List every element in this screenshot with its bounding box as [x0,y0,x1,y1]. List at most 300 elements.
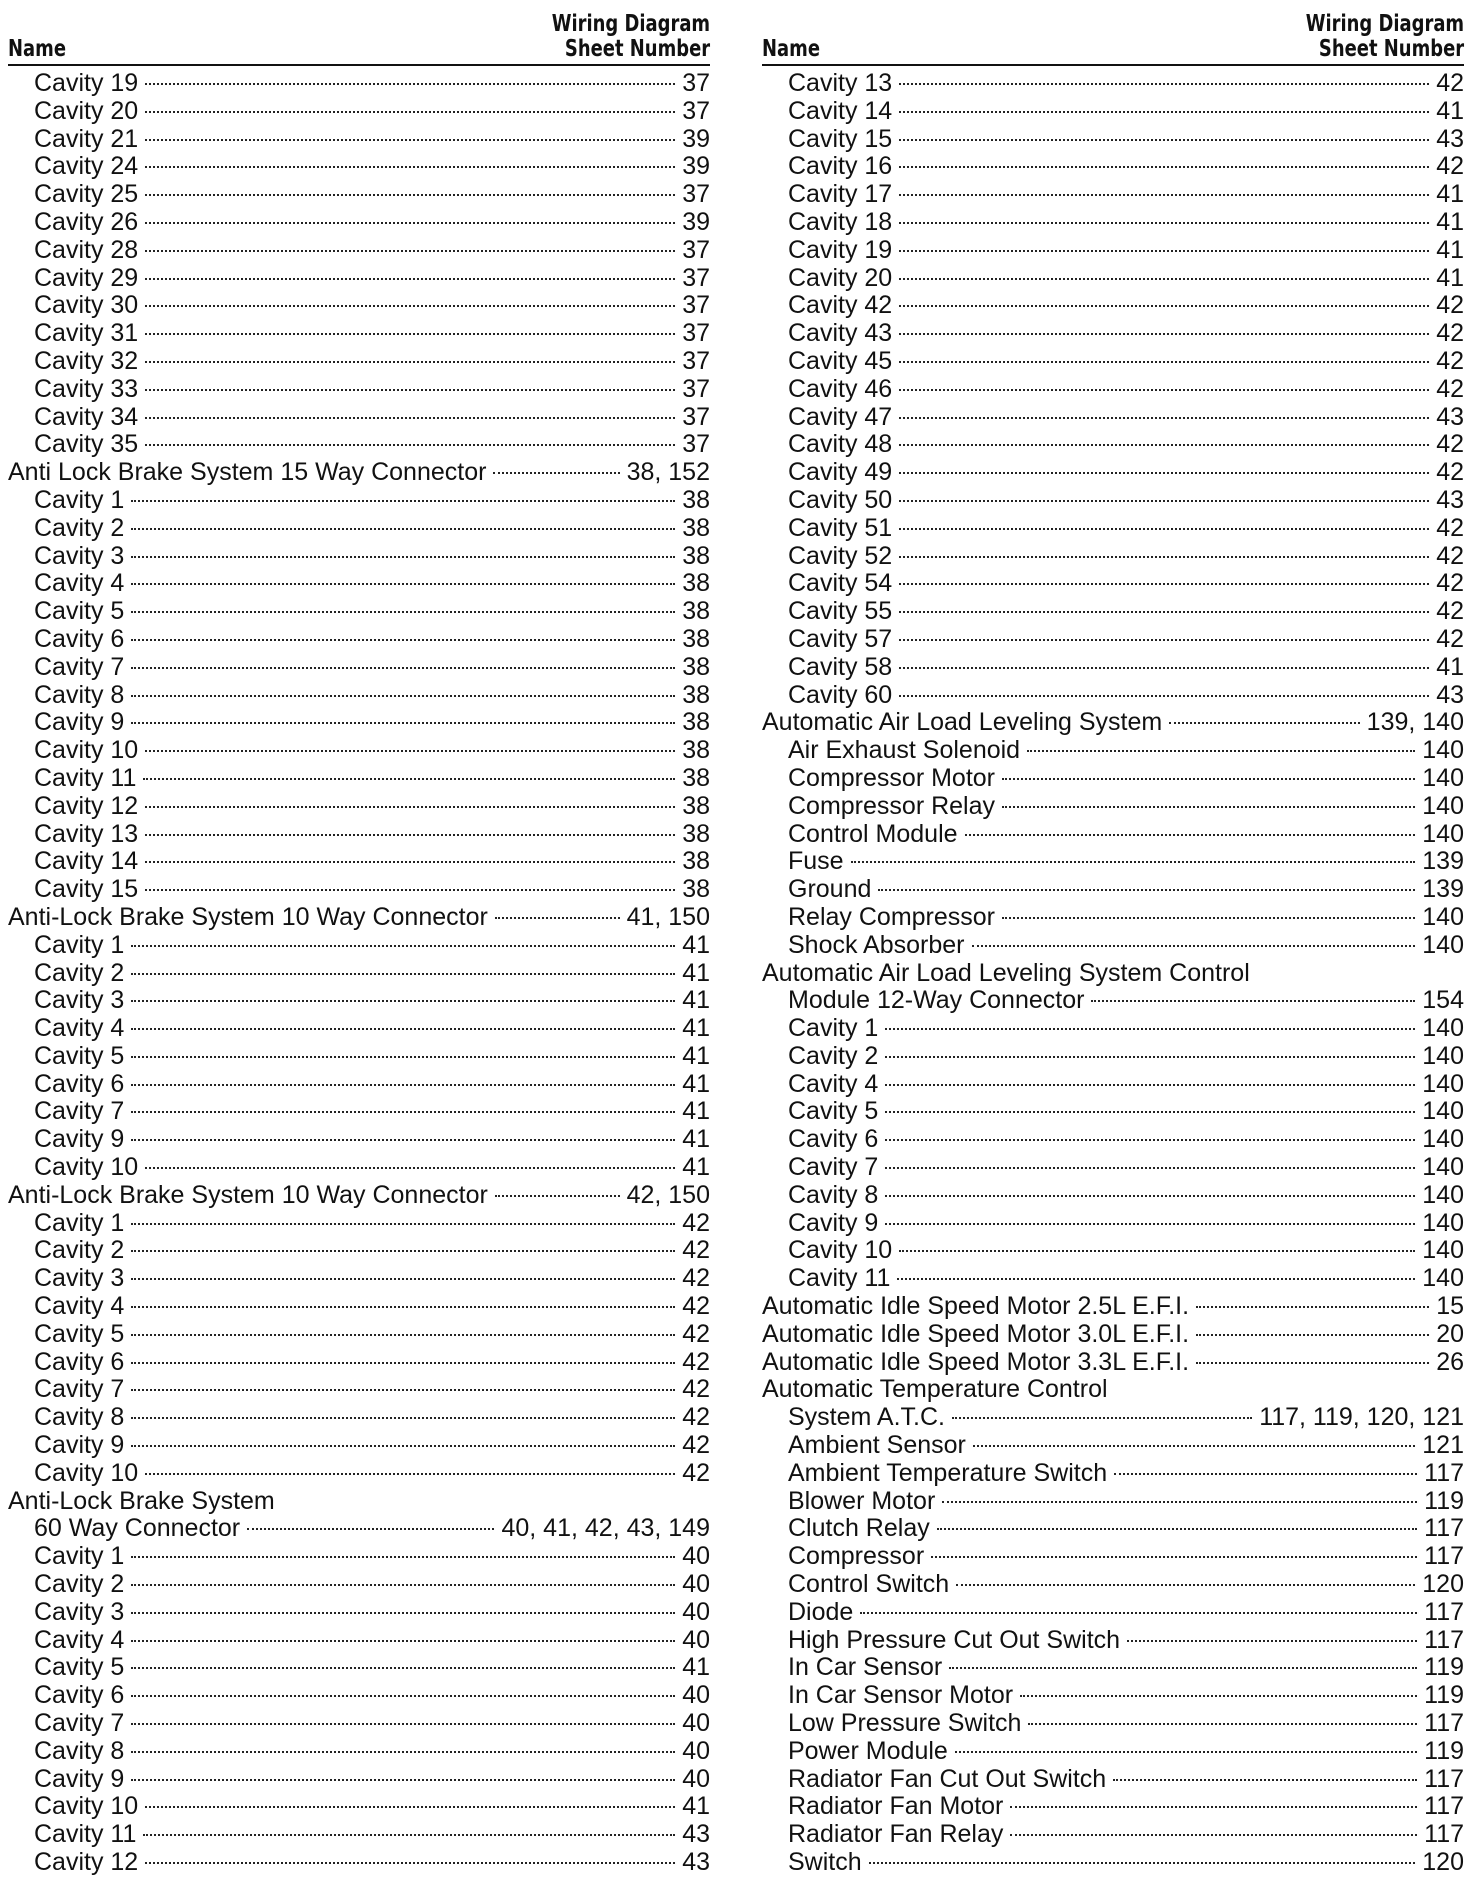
right-column [762,0,1464,1877]
dot-leader [131,1000,675,1002]
entry-name: Cavity 1 [34,485,125,514]
dot-leader [1196,1334,1429,1336]
entry-name: Radiator Fan Relay [788,1820,1004,1849]
index-entry [8,570,710,598]
index-entry [8,543,710,571]
index-entry [8,1821,710,1849]
sheet-number: 117 [1424,1514,1464,1543]
index-entry [762,348,1464,376]
entry-name: Automatic Air Load Leveling System [762,708,1163,737]
dot-leader [899,278,1429,280]
sheet-number: 42 [682,1264,710,1293]
index-entry [762,376,1464,404]
index-entry [8,98,710,126]
right-column-header [762,0,1464,66]
entry-name: Cavity 17 [788,180,893,209]
sheet-number: 117 [1424,1792,1464,1821]
index-entry [762,1821,1464,1849]
index-entry [8,1237,710,1265]
index-entry [762,209,1464,237]
dot-leader [131,1445,675,1447]
sheet-number: 41, 150 [626,902,710,931]
dot-leader [131,1056,675,1058]
index-entry [8,1071,710,1099]
dot-leader [899,417,1429,419]
sheet-number: 40 [682,1625,710,1654]
dot-leader [131,1111,675,1113]
dot-leader [949,1667,1417,1669]
index-entry [762,1793,1464,1821]
sheet-number: 117, 119, 120, 121 [1259,1403,1464,1432]
sheet-number: 41 [682,1069,710,1098]
sheet-number: 39 [682,207,710,236]
index-entry [8,404,710,432]
right-index-list [762,66,1464,1877]
entry-name: Cavity 13 [34,819,139,848]
index-entry [8,459,710,487]
dot-leader [899,139,1429,141]
sheet-heading-line2: Sheet Number [564,36,710,62]
index-entry [8,1515,710,1543]
entry-name: Cavity 25 [34,180,139,209]
dot-leader [899,611,1429,613]
entry-name: Cavity 10 [34,1153,139,1182]
dot-leader [131,500,675,502]
index-entry [762,1237,1464,1265]
index-entry [8,1154,710,1182]
entry-name: Cavity 5 [34,1041,125,1070]
dot-leader [973,1445,1415,1447]
sheet-number: 120 [1422,1848,1464,1876]
index-entry [762,1349,1464,1377]
dot-leader [899,389,1429,391]
entry-name: Cavity 54 [788,569,893,598]
dot-leader [131,1250,675,1252]
sheet-number: 37 [682,96,710,125]
sheet-number: 140 [1422,819,1464,848]
sheet-number: 38 [682,680,710,709]
sheet-number: 42 [682,1319,710,1348]
index-entry [8,209,710,237]
sheet-number: 37 [682,430,710,459]
sheet-number: 140 [1422,736,1464,765]
sheet-number: 42 [682,1458,710,1487]
entry-name: Air Exhaust Solenoid [788,736,1021,765]
dot-leader [885,1056,1415,1058]
entry-name: Low Pressure Switch [788,1709,1022,1738]
dot-leader [131,1695,675,1697]
sheet-number: 41 [682,930,710,959]
dot-leader [145,444,675,446]
entry-name: Cavity 19 [34,69,139,97]
index-entry [8,848,710,876]
entry-name: Clutch Relay [788,1514,930,1543]
dot-leader [145,361,675,363]
index-entry [762,821,1464,849]
entry-name: Cavity 12 [34,1848,139,1876]
entry-name: Radiator Fan Cut Out Switch [788,1764,1107,1793]
dot-leader [899,222,1429,224]
entry-name: Fuse [788,847,844,876]
sheet-number: 40 [682,1709,710,1738]
dot-leader [899,472,1429,474]
entry-name: Cavity 42 [788,291,893,320]
sheet-number: 41 [1436,180,1464,209]
index-entry [762,1182,1464,1210]
dot-leader [1196,1362,1429,1364]
sheet-number: 117 [1424,1764,1464,1793]
dot-leader [942,1501,1417,1503]
sheet-number: 140 [1422,1153,1464,1182]
sheet-number: 38 [682,708,710,737]
index-entry [762,570,1464,598]
index-entry [762,1460,1464,1488]
entry-name: Cavity 7 [34,1709,125,1738]
entry-name: Cavity 5 [34,597,125,626]
index-entry [8,682,710,710]
entry-name: High Pressure Cut Out Switch [788,1625,1121,1654]
index-entry [762,98,1464,126]
entry-name: Cavity 47 [788,402,893,431]
dot-leader [131,611,675,613]
entry-name: Cavity 29 [34,263,139,292]
dot-leader [897,1278,1415,1280]
entry-name: Cavity 7 [34,652,125,681]
sheet-number: 117 [1424,1625,1464,1654]
dot-leader [131,1417,675,1419]
dot-leader [145,389,675,391]
index-entry [762,1849,1464,1877]
index-entry [8,431,710,459]
dot-leader [131,1028,675,1030]
dot-leader [145,194,675,196]
dot-leader [1010,1834,1417,1836]
index-entry [762,487,1464,515]
entry-name: Cavity 35 [34,430,139,459]
sheet-number: 42 [682,1236,710,1265]
index-entry [8,1543,710,1571]
sheet-number: 41 [1436,207,1464,236]
sheet-number: 43 [1436,485,1464,514]
index-entry [762,737,1464,765]
dot-leader [145,305,675,307]
entry-name: Compressor Motor [788,763,995,792]
dot-leader [899,166,1429,168]
entry-name: Cavity 20 [788,263,893,292]
dot-leader [885,1139,1415,1141]
entry-name: Cavity 15 [788,124,893,153]
entry-name: Ambient Sensor [788,1431,966,1460]
sheet-number: 42 [1436,458,1464,487]
index-entry [8,181,710,209]
index-entry [8,1488,710,1516]
index-entry [8,1182,710,1210]
index-entry [8,1793,710,1821]
dot-leader [145,278,675,280]
dot-leader [145,222,675,224]
sheet-number: 41 [682,1153,710,1182]
sheet-number: 41 [682,1125,710,1154]
entry-name: Cavity 6 [34,1069,125,1098]
dot-leader [493,472,619,474]
index-entry [762,265,1464,293]
entry-name: Module 12-Way Connector [788,986,1085,1015]
dot-leader [851,861,1416,863]
sheet-number: 140 [1422,1180,1464,1209]
dot-leader [131,1640,675,1642]
sheet-number: 140 [1422,1208,1464,1237]
entry-name: Cavity 7 [34,1097,125,1126]
dot-leader [145,861,675,863]
entry-name: Cavity 5 [34,1319,125,1348]
index-entry [762,793,1464,821]
sheet-number: 42 [1436,69,1464,97]
sheet-number: 42 [1436,430,1464,459]
sheet-number: 41 [1436,96,1464,125]
sheet-number: 40 [682,1736,710,1765]
dot-leader [131,722,675,724]
entry-name: Cavity 9 [34,1125,125,1154]
sheet-heading-line2: Sheet Number [1318,36,1464,62]
sheet-number: 41 [682,1041,710,1070]
index-entry [762,1321,1464,1349]
dot-leader [131,583,675,585]
sheet-number: 117 [1424,1458,1464,1487]
dot-leader [899,250,1429,252]
entry-name: Cavity 2 [34,958,125,987]
index-entry [762,1627,1464,1655]
index-entry [8,265,710,293]
sheet-number: 117 [1424,1820,1464,1849]
dot-leader [145,806,675,808]
dot-leader [956,1584,1415,1586]
dot-leader [899,111,1429,113]
index-entry [8,1321,710,1349]
sheet-number: 37 [682,319,710,348]
entry-name: Cavity 50 [788,485,893,514]
sheet-number: 43 [682,1820,710,1849]
sheet-number: 42 [1436,597,1464,626]
sheet-number: 40, 41, 42, 43, 149 [501,1514,710,1543]
entry-name: Anti-Lock Brake System [8,1486,275,1515]
entry-name: Cavity 4 [34,569,125,598]
dot-leader [885,1111,1415,1113]
sheet-number: 42 [682,1375,710,1404]
index-entry [8,960,710,988]
sheet-number: 42 [682,1292,710,1321]
sheet-number: 41 [682,1792,710,1821]
index-entry [8,376,710,404]
sheet-number: 38 [682,819,710,848]
dot-leader [145,1862,675,1864]
dot-leader [1196,1306,1429,1308]
entry-name: Cavity 1 [34,930,125,959]
index-entry [762,320,1464,348]
sheet-number: 37 [682,235,710,264]
entry-name: Cavity 8 [34,1736,125,1765]
sheet-number: 42 [1436,291,1464,320]
name-heading: Name [8,36,66,62]
dot-leader [869,1862,1416,1864]
entry-name: Cavity 15 [34,875,139,904]
index-entry [8,904,710,932]
dot-leader [131,1779,675,1781]
entry-name: Control Module [788,819,958,848]
dot-leader [145,834,675,836]
sheet-number: 15 [1436,1292,1464,1321]
dot-leader [131,1556,675,1558]
entry-name: Cavity 1 [34,1208,125,1237]
dot-leader [1028,1723,1417,1725]
entry-name: Cavity 8 [34,1403,125,1432]
dot-leader [131,556,675,558]
entry-name: Ambient Temperature Switch [788,1458,1108,1487]
index-entry [762,1766,1464,1794]
entry-name: Cavity 10 [34,736,139,765]
entry-name: Cavity 14 [34,847,139,876]
sheet-number: 139 [1422,847,1464,876]
sheet-number: 140 [1422,763,1464,792]
sheet-number: 140 [1422,1041,1464,1070]
entry-name: Cavity 11 [34,763,137,792]
index-entry [8,320,710,348]
dot-leader [131,1389,675,1391]
index-entry [762,1071,1464,1099]
entry-name: Cavity 9 [34,1431,125,1460]
dot-leader [131,1278,675,1280]
sheet-number: 37 [682,69,710,97]
index-entry [8,1849,710,1877]
entry-name: Cavity 2 [34,1236,125,1265]
entry-name: Cavity 31 [34,319,139,348]
index-entry [8,153,710,181]
sheet-number: 38 [682,624,710,653]
index-entry [8,1654,710,1682]
entry-name: Cavity 32 [34,346,139,375]
index-entry [8,765,710,793]
index-entry [8,598,710,626]
entry-name: Cavity 24 [34,152,139,181]
dot-leader [143,1834,675,1836]
index-entry [8,654,710,682]
entry-name: Cavity 18 [788,207,893,236]
entry-name: Cavity 4 [788,1069,879,1098]
dot-leader [899,1250,1415,1252]
sheet-number: 40 [682,1570,710,1599]
index-entry [8,793,710,821]
dot-leader [955,1751,1417,1753]
entry-name: Cavity 13 [788,69,893,97]
entry-name: Cavity 6 [34,1347,125,1376]
dot-leader [885,1028,1415,1030]
dot-leader [145,1806,675,1808]
dot-leader [899,556,1429,558]
entry-name: Cavity 46 [788,374,893,403]
entry-name: Cavity 7 [788,1153,879,1182]
dot-leader [131,945,675,947]
dot-leader [131,1306,675,1308]
sheet-number: 41 [682,986,710,1015]
entry-name: Cavity 3 [34,541,125,570]
index-entry [8,932,710,960]
sheet-number: 39 [682,124,710,153]
index-entry [8,1210,710,1238]
entry-name: Blower Motor [788,1486,936,1515]
entry-name: Automatic Temperature Control [762,1375,1108,1404]
left-column-header [8,0,710,66]
dot-leader [131,528,675,530]
dot-leader [131,639,675,641]
entry-name: In Car Sensor [788,1653,943,1682]
sheet-number: 117 [1424,1542,1464,1571]
dot-leader [899,333,1429,335]
entry-name: Cavity 4 [34,1292,125,1321]
dot-leader [131,1362,675,1364]
dot-leader [878,889,1415,891]
dot-leader [1091,1000,1415,1002]
index-entry [762,960,1464,988]
index-entry [8,821,710,849]
index-entry [762,1015,1464,1043]
index-entry [8,1043,710,1071]
sheet-number: 40 [682,1597,710,1626]
dot-leader [131,667,675,669]
sheet-number: 43 [682,1848,710,1876]
index-entry [762,515,1464,543]
index-entry [762,1571,1464,1599]
entry-name: Cavity 43 [788,319,893,348]
sheet-number: 140 [1422,902,1464,931]
sheet-number: 38 [682,763,710,792]
sheet-number: 38 [682,875,710,904]
sheet-number: 140 [1422,1097,1464,1126]
dot-leader [899,667,1429,669]
sheet-number: 42 [1436,513,1464,542]
index-entry [8,709,710,737]
dot-leader [143,778,675,780]
entry-name: Cavity 16 [788,152,893,181]
index-entry [8,1710,710,1738]
index-entry [762,237,1464,265]
index-entry [8,1460,710,1488]
sheet-number: 42 [1436,152,1464,181]
entry-name: Cavity 8 [788,1180,879,1209]
dot-leader [495,917,620,919]
entry-name: Cavity 6 [788,1125,879,1154]
dot-leader [952,1417,1252,1419]
sheet-number: 42 [682,1208,710,1237]
entry-name: Anti Lock Brake System 15 Way Connector [8,458,487,487]
left-index-list [8,66,710,1877]
sheet-number: 140 [1422,1069,1464,1098]
sheet-number: 139, 140 [1366,708,1464,737]
sheet-number: 40 [682,1681,710,1710]
dot-leader [131,973,675,975]
dot-leader [1027,750,1415,752]
sheet-number: 20 [1436,1319,1464,1348]
entry-name: Ground [788,875,872,904]
index-entry [8,1682,710,1710]
sheet-number: 139 [1422,875,1464,904]
sheet-number: 38 [682,541,710,570]
index-entry [762,126,1464,154]
sheet-number: 41 [682,1653,710,1682]
index-entry [8,487,710,515]
index-entry [8,626,710,654]
dot-leader [145,1473,675,1475]
sheet-number: 37 [682,346,710,375]
index-entry [8,1015,710,1043]
